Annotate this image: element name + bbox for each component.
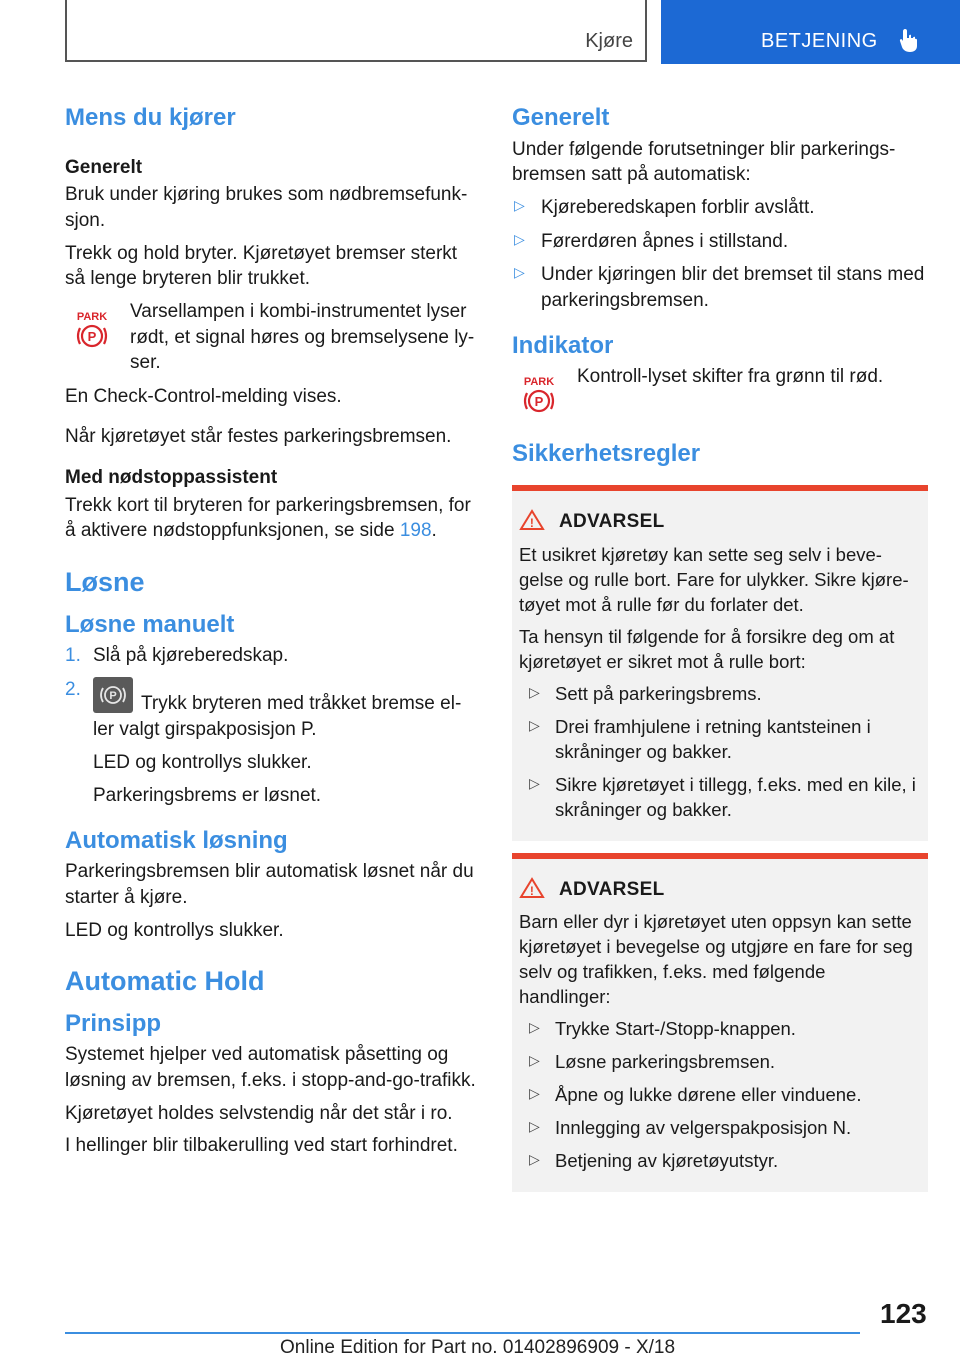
triangle-bullet-icon: ▷	[529, 1019, 540, 1036]
parking-brake-switch-icon	[93, 677, 133, 713]
heading-generelt-right: Generelt	[512, 104, 610, 131]
warning-triangle-icon	[519, 509, 545, 531]
prinsipp-paragraph-3: I hellinger blir tilbakerulling ved start forhindret.	[65, 1135, 458, 1157]
warning-box-1	[512, 485, 928, 840]
svg-text:P: P	[534, 394, 544, 410]
park-indicator-icon	[520, 374, 558, 416]
heading-mens-du-kjorer: Mens du kjører	[65, 104, 236, 131]
svg-text:!: !	[529, 883, 535, 898]
list-item-text: Drei framhjulene i retning kantsteinen i skråninger og bakker.	[555, 715, 871, 762]
svg-text:PARK: PARK	[76, 311, 108, 323]
warning1-paragraph-1: Et usikret kjøretøy kan sette seg selv i beve-gelse og rulle bort. Fare for ulykker. Sikre kjøre-tøyet mot å rulle før du forlater det.	[519, 543, 909, 615]
svg-text:P: P	[109, 689, 117, 702]
heading-losne: Løsne	[65, 567, 145, 598]
list-item	[512, 195, 928, 221]
triangle-bullet-icon: ▷	[514, 264, 525, 281]
warning-label: ADVARSEL	[559, 511, 665, 533]
header-section-box	[65, 0, 647, 62]
heading-nodstopp: Med nødstoppassistent	[65, 467, 278, 489]
heading-prinsipp: Prinsipp	[65, 1009, 162, 1037]
list-item	[519, 1116, 918, 1141]
automatisk-paragraph-2: LED og kontrollys slukker.	[65, 919, 284, 941]
list-item-text: Kjøreberedskapen forblir avslått.	[541, 197, 815, 219]
park-brake-warning-icon	[73, 309, 111, 351]
check-control-text: En Check-Control-melding vises.	[65, 385, 342, 407]
nar-star-text: Når kjøretøyet står festes parkeringsbremsen.	[65, 425, 452, 447]
varsel-text: Varsellampen i kombi-instrumentet lyser rødt, et signal høres og bremselysene ly-ser.	[130, 301, 475, 374]
list-item	[519, 682, 918, 707]
prinsipp-paragraph-2: Kjøretøyet holdes selvstendig når det står i ro.	[65, 1102, 453, 1124]
prinsipp-paragraph-1: Systemet hjelper ved automatisk påsetting og løsning av bremsen, f.eks. i stopp-and-go-trafikk.	[65, 1044, 476, 1092]
generelt-intro: Under følgende forutsetninger blir parkerings-bremsen satt på automatisk:	[512, 138, 896, 186]
generelt-paragraph-1: Bruk under kjøring brukes som nødbremsefunk-sjon.	[65, 184, 468, 232]
triangle-bullet-icon: ▷	[529, 1150, 540, 1167]
warning-title	[519, 509, 918, 535]
footer-divider	[65, 1332, 860, 1334]
triangle-bullet-icon: ▷	[514, 197, 525, 214]
left-column	[65, 98, 477, 1166]
nodstopp-text: Trekk kort til bryteren for parkeringsbremsen, for å aktivere nødstoppfunksjonen, se side	[65, 494, 471, 542]
heading-generelt: Generelt	[65, 156, 143, 178]
list-item-text: Sikre kjøretøyet i tillegg, f.eks. med en kile, i skråninger og bakker.	[555, 773, 916, 820]
step-number: 1.	[65, 645, 81, 667]
svg-text:!: !	[529, 516, 535, 531]
list-item-text: Under kjøringen blir det bremset til stans med parkeringsbremsen.	[541, 264, 925, 311]
list-item-text: Betjening av kjøretøyutstyr.	[555, 1149, 779, 1171]
right-column	[512, 98, 928, 1192]
section-title: Kjøre	[585, 30, 633, 52]
heading-losne-manuelt: Løsne manuelt	[65, 610, 235, 638]
triangle-bullet-icon: ▷	[514, 230, 525, 247]
losne-steps	[65, 643, 477, 742]
chapter-title: BETJENING	[761, 30, 878, 52]
step-number: 2.	[65, 678, 81, 700]
warning-box-2	[512, 853, 928, 1192]
step-text: Slå på kjøreberedskap.	[93, 645, 289, 667]
automatisk-paragraph-1: Parkeringsbremsen blir automatisk løsnet når du starter å kjøre.	[65, 861, 474, 908]
warning-triangle-icon	[519, 877, 545, 899]
list-item-text: Trykke Start-/Stopp-knappen.	[555, 1018, 796, 1040]
list-item	[519, 1083, 918, 1108]
heading-sikkerhetsregler: Sikkerhetsregler	[512, 440, 701, 468]
triangle-bullet-icon: ▷	[529, 1117, 540, 1134]
generelt-list	[512, 195, 928, 314]
heading-indikator: Indikator	[512, 331, 614, 359]
warning2-paragraph-1: Barn eller dyr i kjøretøyet uten oppsyn kan sette kjøretøyet i bevegelse og utgjøre en fare for seg selv og trafikken, f.eks. med følgende handlinger:	[519, 911, 913, 1008]
triangle-bullet-icon: ▷	[529, 716, 540, 733]
svg-text:PARK: PARK	[523, 376, 555, 389]
step2-sub-2: Parkeringsbrems er løsnet.	[93, 784, 322, 806]
step2-sub-1: LED og kontrollys slukker.	[93, 752, 312, 774]
warning1-paragraph-2: Ta hensyn til følgende for å forsikre deg om at kjøretøyet er sikret mot å rulle bort:	[519, 625, 895, 672]
list-item	[519, 1149, 918, 1174]
list-item	[519, 1017, 918, 1042]
triangle-bullet-icon: ▷	[529, 683, 540, 700]
warning1-list	[519, 682, 918, 823]
triangle-bullet-icon: ▷	[529, 1085, 540, 1102]
warning-label: ADVARSEL	[559, 878, 665, 900]
nodstopp-end: .	[431, 520, 437, 542]
list-item	[519, 773, 918, 823]
hand-pointer-icon	[898, 27, 920, 53]
list-item	[519, 715, 918, 765]
warning-title	[519, 877, 918, 903]
indikator-row	[512, 364, 928, 414]
nodstopp-paragraph	[65, 493, 477, 544]
list-item	[512, 262, 928, 313]
step-item	[65, 677, 477, 742]
list-item-text: Løsne parkeringsbremsen.	[555, 1051, 776, 1073]
triangle-bullet-icon: ▷	[529, 1052, 540, 1069]
list-item-text: Sett på parkeringsbrems.	[555, 682, 762, 704]
list-item-text: Innlegging av velgerspakposisjon N.	[555, 1116, 852, 1138]
step-text: Trykk bryteren med tråkket bremse el-ler valgt girspakposisjon P.	[93, 692, 462, 740]
list-item-text: Åpne og lukke dørene eller vinduene.	[555, 1084, 862, 1106]
warning2-list	[519, 1017, 918, 1174]
page-link-198[interactable]: 198	[399, 520, 432, 542]
heading-automatisk-losning: Automatisk løsning	[65, 826, 288, 854]
indikator-text: Kontroll-lyset skifter fra grønn til rød.	[577, 366, 884, 388]
page-number: 123	[880, 1298, 927, 1329]
generelt-paragraph-2: Trekk og hold bryter. Kjøretøyet bremser sterkt så lenge bryteren blir trukket.	[65, 242, 458, 290]
heading-automatic-hold: Automatic Hold	[65, 966, 265, 997]
footer-edition: Online Edition for Part no. 01402896909 - X/18	[280, 1337, 676, 1358]
step-item	[65, 643, 477, 669]
triangle-bullet-icon: ▷	[529, 774, 540, 791]
list-item	[519, 1050, 918, 1075]
varsel-row	[65, 299, 477, 376]
list-item-text: Førerdøren åpnes i stillstand.	[541, 230, 789, 252]
chapter-tab	[661, 0, 960, 64]
list-item	[512, 229, 928, 255]
svg-text:P: P	[87, 329, 97, 344]
